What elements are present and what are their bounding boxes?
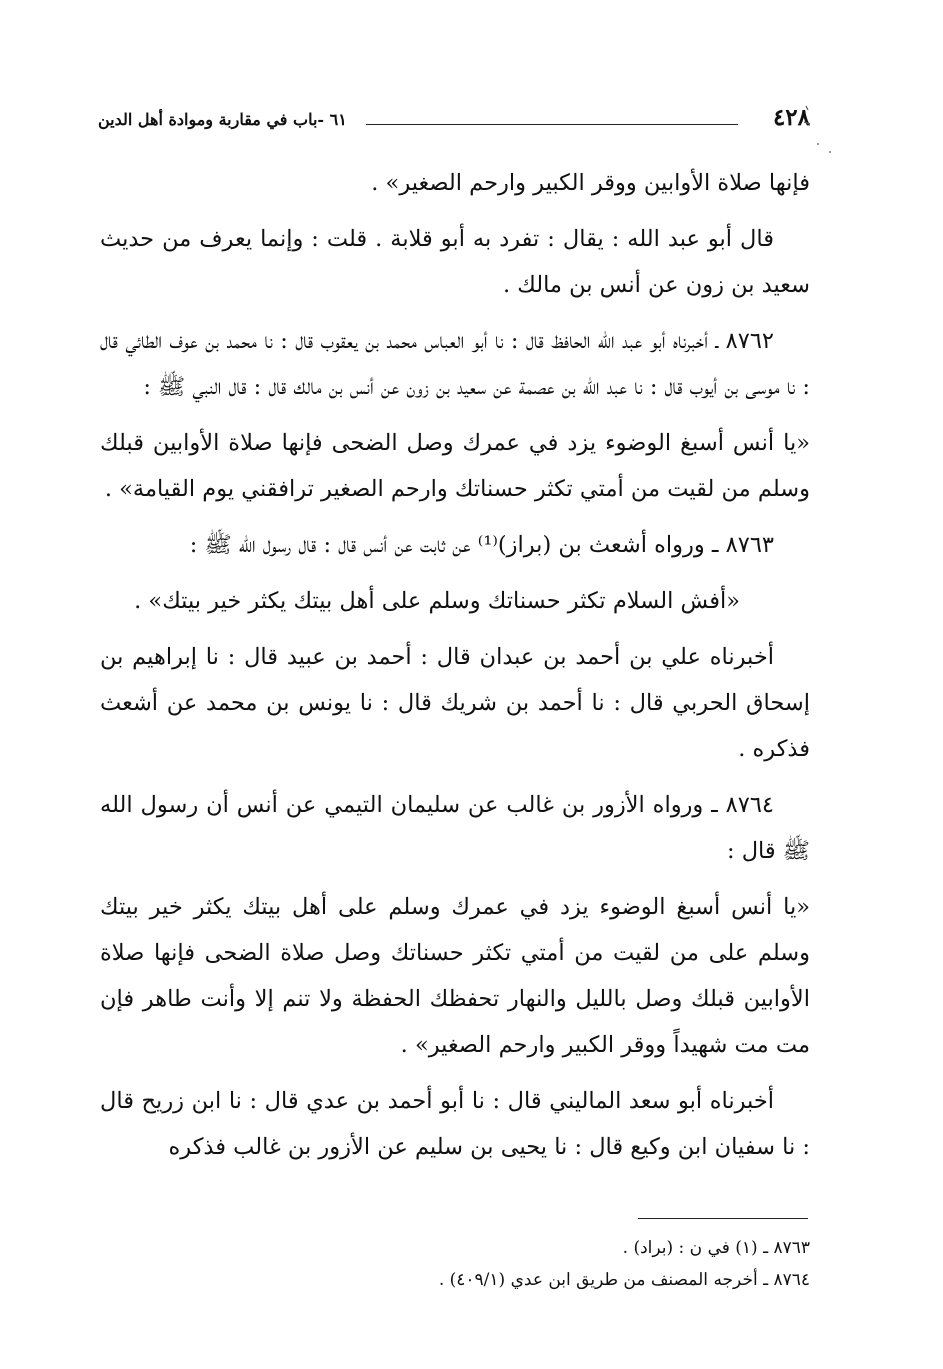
footnotes: [100, 1232, 810, 1296]
header-rule: [366, 124, 738, 125]
paragraph-8764-isnad: ٨٧٦٤ ـ ورواه الأزور بن غالب عن سليمان التيمي عن أنس أن رسول الله ﷺ قال :: [100, 792, 810, 864]
page-number: ٤٢٨: [772, 104, 810, 131]
running-title: ٦١ -باب في مقاربة وموادة أهل الدين: [98, 110, 347, 129]
paragraph-8764-chain: أخبرناه أبو سعد الماليني قال : نا أبو أحمد بن عدي قال : نا ابن زريح قال : نا سفيان ابن وكيع قال : نا يحيى بن سليم عن الأزور بن غالب فذكره: [100, 1088, 810, 1160]
paragraph-continuation: فإنها صلاة الأوابين ووقر الكبير وارحم الصغير» .: [371, 170, 810, 196]
paragraph-comment: قال أبو عبد الله : يقال : تفرد به أبو قلابة . قلت : وإنما يعرف من حديث سعيد بن زون عن أنس بن مالك .: [100, 226, 810, 298]
footnote-8763: ٨٧٦٣ ـ (١) في ن : (براد) .: [622, 1238, 810, 1258]
footnote-8764: ٨٧٦٤ ـ أخرجه المصنف من طريق ابن عدي (٤٠٩/١) .: [438, 1270, 810, 1290]
paragraph-8762-isnad: ٨٧٦٢ ـ أخبرناه أبو عبد الله الحافظ قال : نا أبو العباس محمد بن يعقوب قال : نا محمد بن عوف الطائي قال : نا موسى بن أيوب قال : نا عبد الله بن عصمة عن سعيد بن زون عن أنس بن مالك قال : قال النبي ﷺ :: [100, 328, 810, 400]
paragraph-8762-matn: «يا أنس أسبغ الوضوء يزد في عمرك وصل الضحى فإنها صلاة الأوابين قبلك وسلم من لقيت من أمتي تكثر حسناتك وارحم الصغير ترافقني يوم القيامة» .: [100, 430, 810, 502]
paragraph-8763-matn: «أفش السلام تكثر حسناتك وسلم على أهل بيتك يكثر خير بيتك» .: [134, 588, 740, 614]
main-text: [100, 160, 810, 1180]
paragraph-8764-matn: «يا أنس أسبغ الوضوء يزد في عمرك وسلم على أهل بيتك يكثر خير بيتك وسلم على من لقيت من أمتي تكثر حسناتك وصل صلاة الضحى فإنها صلاة الأوابين قبلك وصل بالليل والنهار تحفظك الحفظة ولا تنم إلا وأنت طاهر فإن مت مت شهيداً ووقر الكبير وارحم الصغير» .: [100, 894, 810, 1058]
page-header: [98, 104, 810, 138]
margin-marks: [800, 100, 840, 160]
footnote-rule: [638, 1218, 808, 1219]
paragraph-8763-chain: أخبرناه علي بن أحمد بن عبدان قال : أحمد بن عبيد قال : نا إبراهيم بن إسحاق الحربي قال : نا أحمد بن شريك قال : نا يونس بن محمد عن أشعث فذكره .: [100, 644, 810, 762]
paragraph-8763-isnad: ٨٧٦٣ ـ ورواه أشعث بن (براز)⁽¹⁾ عن ثابت عن أنس قال : قال رسول الله ﷺ :: [189, 532, 774, 558]
